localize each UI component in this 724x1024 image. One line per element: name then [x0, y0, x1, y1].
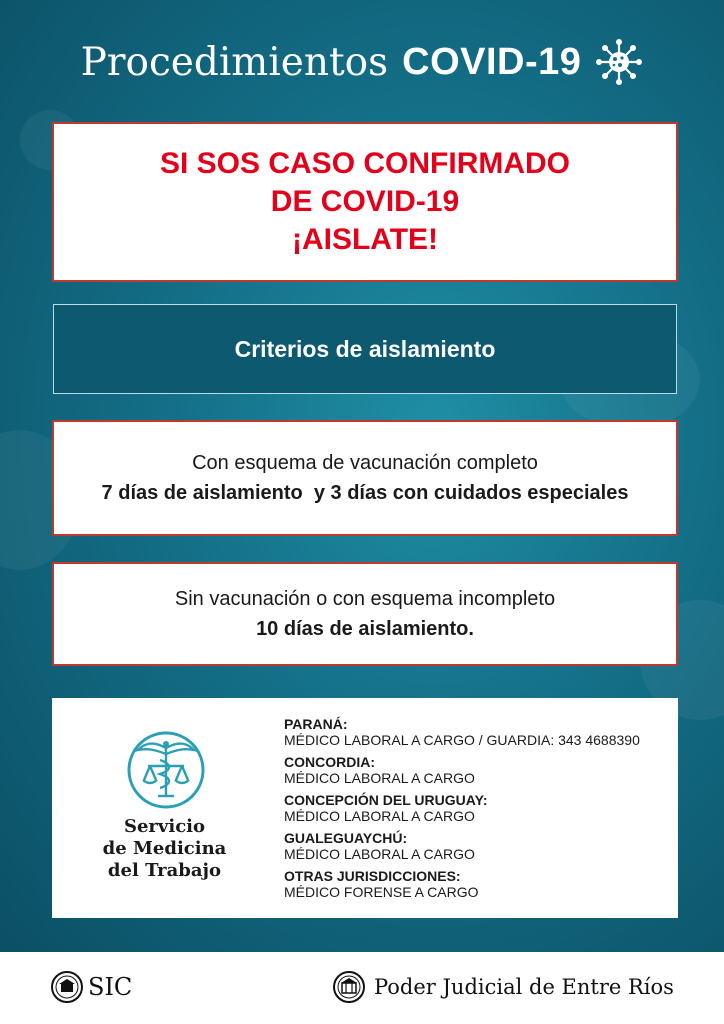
contact-city: GUALEGUAYCHÚ:	[284, 830, 408, 846]
contacts-list	[284, 716, 664, 906]
title-procedimientos: Procedimientos	[80, 39, 389, 85]
contact-entry	[284, 830, 664, 862]
contact-panel	[52, 698, 678, 918]
contact-entry	[284, 716, 664, 748]
sic-seal-icon	[50, 970, 84, 1004]
alert-box	[52, 122, 678, 282]
virus-icon	[595, 38, 643, 86]
caduceus-scales-icon	[126, 730, 206, 810]
sic-logo-text: SIC	[88, 973, 133, 1001]
criteria-heading: Criterios de aislamiento	[53, 304, 677, 394]
service-name	[72, 816, 257, 882]
vaccinated-condition: Con esquema de vacunación completo	[192, 452, 538, 474]
contact-detail: MÉDICO LABORAL A CARGO	[284, 770, 475, 786]
contact-detail: MÉDICO LABORAL A CARGO / GUARDIA: 343 4688390	[284, 732, 640, 748]
service-name-line: Servicio	[123, 816, 206, 837]
sic-logo	[50, 970, 132, 1004]
poder-judicial-seal-icon	[332, 970, 366, 1004]
title-covid: COVID-19	[402, 40, 582, 83]
unvaccinated-box	[52, 562, 678, 666]
poder-judicial-text: Poder Judicial de Entre Ríos	[374, 975, 674, 999]
contact-detail: MÉDICO LABORAL A CARGO	[284, 846, 475, 862]
contact-city: CONCEPCIÓN DEL URUGUAY:	[284, 792, 488, 808]
contact-entry	[284, 792, 664, 824]
contact-entry	[284, 754, 664, 786]
unvaccinated-rule: 10 días de aislamiento.	[256, 618, 474, 640]
contact-detail: MÉDICO LABORAL A CARGO	[284, 808, 475, 824]
service-name-line: del Trabajo	[107, 860, 222, 881]
alert-line: ¡AISLATE!	[291, 223, 439, 256]
service-name-line: de Medicina	[102, 838, 227, 859]
contact-city: CONCORDIA:	[284, 754, 375, 770]
contact-detail: MÉDICO FORENSE A CARGO	[284, 884, 479, 900]
alert-line: DE COVID-19	[270, 185, 460, 218]
poder-judicial-logo	[332, 970, 674, 1004]
contact-city: OTRAS JURISDICCIONES:	[284, 868, 461, 884]
contact-city: PARANÁ:	[284, 716, 348, 732]
alert-line: SI SOS CASO CONFIRMADO	[159, 147, 571, 180]
unvaccinated-condition: Sin vacunación o con esquema incompleto	[174, 588, 556, 610]
footer	[0, 952, 724, 1024]
contact-entry	[284, 868, 664, 900]
vaccinated-rule: 7 días de aislamiento y 3 días con cuidados especiales	[101, 482, 629, 504]
vaccinated-box	[52, 420, 678, 536]
page-title	[0, 30, 724, 94]
